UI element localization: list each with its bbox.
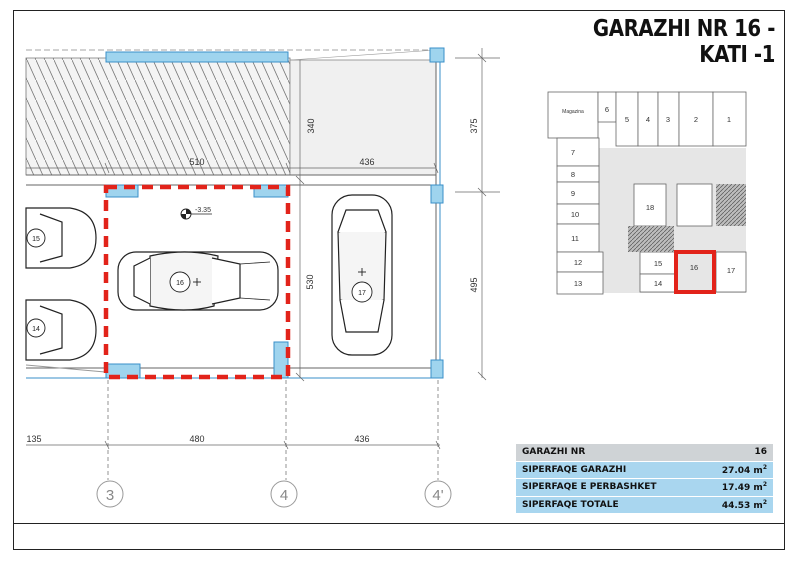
dim-bottom-mid: 480 (189, 434, 205, 444)
car-label-17: 17 (358, 290, 366, 297)
dim-bottom-left: 135 (26, 434, 42, 444)
key-spot-8: 8 (570, 170, 576, 179)
key-plan-storage: Magazina (562, 109, 584, 115)
key-spot-7: 7 (570, 148, 576, 157)
info-value: 44.53 $m^2$ (701, 496, 773, 513)
level-mark-value: -3.35 (195, 207, 211, 214)
dim-right-top: 375 (469, 118, 479, 134)
key-spot-1: 1 (726, 115, 732, 124)
key-spot-12: 12 (573, 258, 583, 267)
info-label: SIPERFAQE E PERBASHKET (516, 479, 701, 497)
info-row-garage-nr (516, 444, 773, 461)
info-label: GARAZHI NR (516, 444, 701, 461)
info-value: 27.04 $m^2$ (701, 461, 773, 479)
info-value: 16 (701, 444, 773, 461)
key-spot-2: 2 (693, 115, 699, 124)
key-spot-14: 14 (653, 279, 663, 288)
dim-bottom-right: 436 (354, 434, 370, 444)
key-spot-18: 18 (645, 203, 655, 212)
info-label: SIPERFAQE TOTALE (516, 496, 701, 513)
grid-axis-4: 4 (279, 487, 289, 504)
grid-axis-4-prime: 4' (432, 487, 444, 504)
info-row-garage-area (516, 461, 773, 479)
area-info-table (516, 444, 773, 513)
key-spot-10: 10 (570, 210, 580, 219)
car-label-14: 14 (32, 326, 40, 333)
info-label: SIPERFAQE GARAZHI (516, 461, 701, 479)
car-16 (118, 252, 278, 310)
key-spot-4: 4 (645, 115, 651, 124)
key-spot-15: 15 (653, 259, 663, 268)
sheet-title: GARAZHI NR 16 - KATI -1 (592, 16, 775, 68)
key-spot-11: 11 (571, 234, 579, 243)
dim-top-width: 510 (189, 157, 205, 167)
grid-axis-3: 3 (105, 487, 115, 504)
info-value: 17.49 $m^2$ (701, 479, 773, 497)
info-row-total-area (516, 496, 773, 513)
key-spot-17: 17 (726, 266, 736, 275)
car-label-16: 16 (176, 280, 184, 287)
key-spot-3: 3 (665, 115, 671, 124)
info-row-common-area (516, 479, 773, 497)
key-spot-5: 5 (624, 115, 630, 124)
key-spot-13: 13 (573, 279, 583, 288)
dim-spot-height: 530 (305, 274, 315, 290)
dim-right-main: 495 (469, 277, 479, 293)
key-spot-6: 6 (604, 105, 610, 114)
dim-top-right: 436 (359, 157, 375, 167)
key-spot-9: 9 (570, 189, 576, 198)
dim-ramp-height: 340 (306, 118, 316, 134)
car-label-15: 15 (32, 236, 40, 243)
key-spot-16: 16 (689, 263, 699, 272)
